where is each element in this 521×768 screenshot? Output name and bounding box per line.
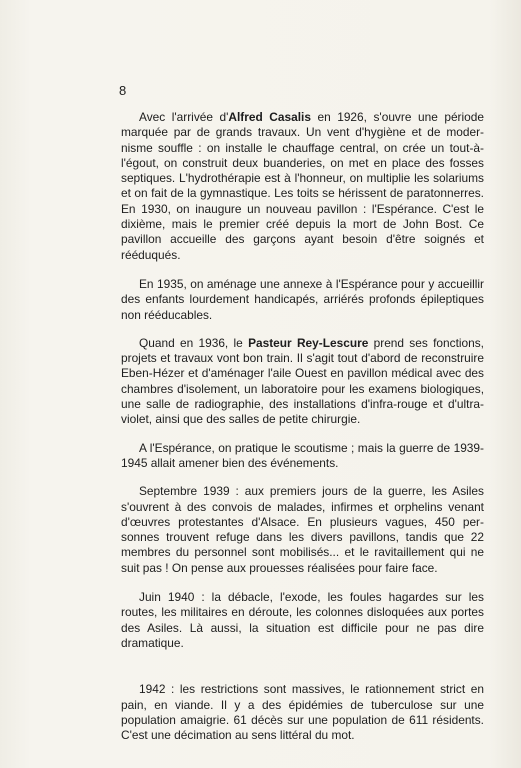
paragraph-2-text: En 1935, on aménage une annexe à l'Espérance pour y accueillir des enfants lourdement handicapés, arriérés profonds épileptiques non rééducables. (121, 276, 484, 322)
name-pasteur-rey-lescure: Pasteur Rey-Lescure (248, 335, 369, 350)
paragraph-7-text: 1942 : les restrictions sont massives, le rationnement strict en pain, en viande. Il y a des épidémies de tuberculose sur une population amaigrie. 61 décès sur une population de 611 résidents. C'est une décimation au sens littéral du mot. (121, 682, 484, 743)
paragraph-4-text: A l'Espérance, on pratique le scoutisme ; mais la guerre de 1939-1945 allait amener bien des événements. (121, 440, 484, 470)
paragraph-5 (121, 484, 484, 576)
page-number: 8 (119, 83, 127, 98)
paragraph-1 (121, 110, 484, 263)
paragraph-6 (121, 590, 484, 651)
paragraph-1-text-after: en 1926, s'ouvre une période marquée par de grands travaux. Un vent d'hygiène et de modernisme souffle : on installe le chauffage central, on crée un tout-àl'égout, on construit deux buanderies, on met en place des fosses septiques. L'hydrothérapie est à l'honneur, on multiplie les solariums et on fait de la gymnastique. Les toits se hérissent de paratonnerres. En 1930, on inaugure un nouveau pavillon : l'Espérance. C'est le dixième, mais le premier créé depuis la mort de John Bost. Ce pavillon accueille des garçons ayant besoin d'être soignés et rééduqués. (121, 110, 484, 262)
paragraph-6-text: Juin 1940 : la débacle, l'exode, les foules hagardes sur les routes, les militaires en déroute, les colonnes disloquées aux portes des Asiles. Là aussi, la situation est difficile pour ne pas dire dramatique. (121, 590, 484, 650)
paragraph-2 (121, 277, 484, 323)
paragraph-4 (121, 441, 484, 472)
paragraph-1-text-before: Avec l'arrivée d' (139, 110, 229, 124)
body-text (121, 110, 484, 743)
paragraph-3 (121, 336, 484, 428)
paragraph-7 (121, 682, 484, 743)
paragraph-5-text: Septembre 1939 : aux premiers jours de la guerre, les Asiles s'ouvrent à des convois de malades, infirmes et orphelins venant d'œuvres protestantes d'Alsace. En plusieurs vagues, 450 personnes trouvent refuge dans les divers pavillons, tandis que 22 membres du personnel sont mobilisés... et le ravitaillement qui ne suit pas ! On pense aux prouesses réalisées pour faire face. (121, 484, 484, 575)
paragraph-3-text-after: prend ses fonctions, projets et travaux vont bon train. Il s'agit tout d'abord de reconstruire Eben-Hézer et d'aménager l'aile Ouest en pavillon médical avec des chambres d'isolement, un laboratoire pour les examens biologiques, une salle de radiographie, des installations d'infra-rouge et d'ultra-violet, ainsi que des salles de petite chirurgie. (121, 335, 484, 427)
paragraph-3-text-before: Quand en 1936, le (139, 335, 249, 350)
name-alfred-casalis: Alfred Casalis (228, 110, 311, 124)
